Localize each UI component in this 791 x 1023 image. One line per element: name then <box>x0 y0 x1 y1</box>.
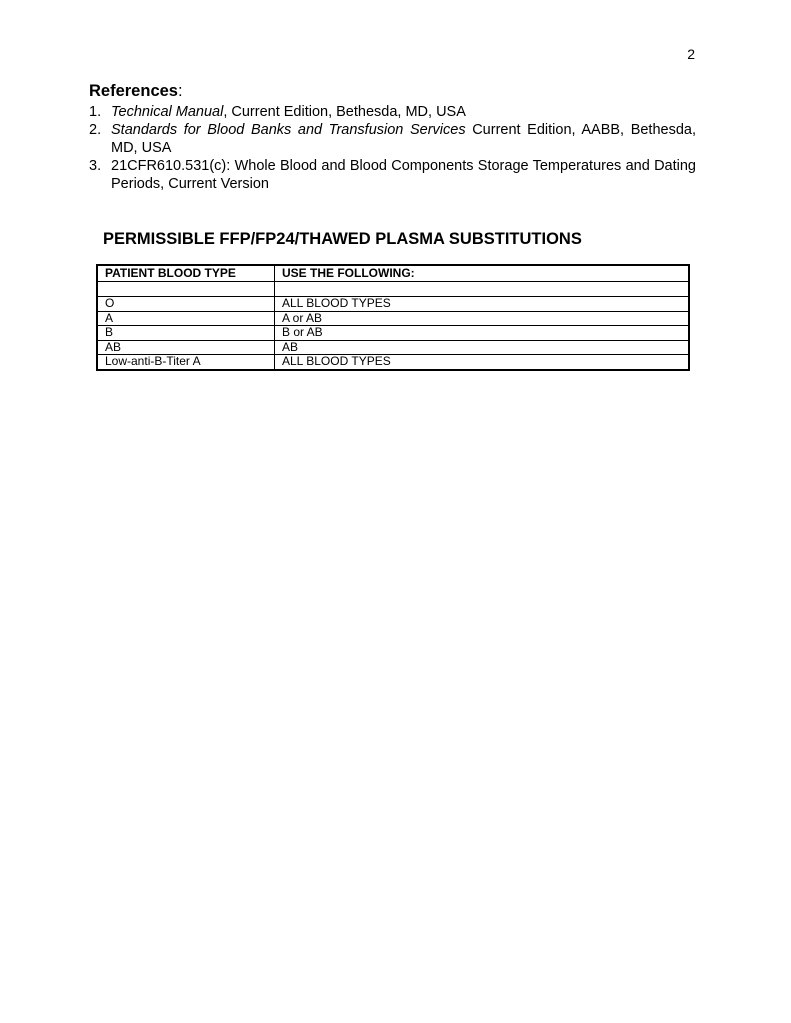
table-row <box>97 297 689 312</box>
substitutions-title: PERMISSIBLE FFP/FP24/THAWED PLASMA SUBSTITUTIONS <box>103 230 582 248</box>
references-section <box>89 82 696 193</box>
table-cell <box>97 282 275 297</box>
references-heading-colon: : <box>177 82 183 100</box>
table-cell <box>275 282 690 297</box>
table-row <box>97 311 689 326</box>
reference-detail: 21CFR610.531(c): Whole Blood and Blood Components Storage Temperatures and Dating Periods, Current Version <box>111 158 696 192</box>
substitution-cell: A or AB <box>275 311 690 326</box>
reference-italic-title: Technical Manual <box>111 104 224 120</box>
reference-text <box>111 121 696 157</box>
substitution-cell: B or AB <box>275 326 690 341</box>
table-row <box>97 326 689 341</box>
references-heading <box>89 82 696 101</box>
reference-number: 3. <box>89 158 102 174</box>
reference-text <box>111 157 696 193</box>
reference-item <box>89 157 696 193</box>
reference-item <box>89 121 696 157</box>
reference-detail: , Current Edition, Bethesda, MD, USA <box>223 104 466 120</box>
reference-detail: Current Edition, AABB, Bethesda, MD, USA <box>111 122 696 156</box>
reference-text <box>111 103 696 121</box>
patient-blood-type-cell: B <box>97 326 275 341</box>
patient-blood-type-cell: O <box>97 297 275 312</box>
column-header-patient-blood-type: PATIENT BLOOD TYPE <box>97 265 275 282</box>
substitution-cell: ALL BLOOD TYPES <box>275 297 690 312</box>
reference-italic-title: Standards for Blood Banks and Transfusion Services <box>111 122 466 138</box>
reference-number: 1. <box>89 104 102 120</box>
page-number: 2 <box>687 46 695 62</box>
patient-blood-type-cell: Low-anti-B-Titer A <box>97 355 275 370</box>
table-row <box>97 340 689 355</box>
patient-blood-type-cell: AB <box>97 340 275 355</box>
reference-item <box>89 103 696 121</box>
table-row <box>97 355 689 370</box>
table-spacer-row <box>97 282 689 297</box>
substitution-cell: ALL BLOOD TYPES <box>275 355 690 370</box>
patient-blood-type-cell: A <box>97 311 275 326</box>
substitutions-table <box>96 264 690 371</box>
references-heading-text: References <box>89 82 178 100</box>
references-list <box>89 103 696 193</box>
substitution-cell: AB <box>275 340 690 355</box>
table-header-row <box>97 265 689 282</box>
reference-number: 2. <box>89 122 102 138</box>
column-header-use-the-following: USE THE FOLLOWING: <box>275 265 690 282</box>
